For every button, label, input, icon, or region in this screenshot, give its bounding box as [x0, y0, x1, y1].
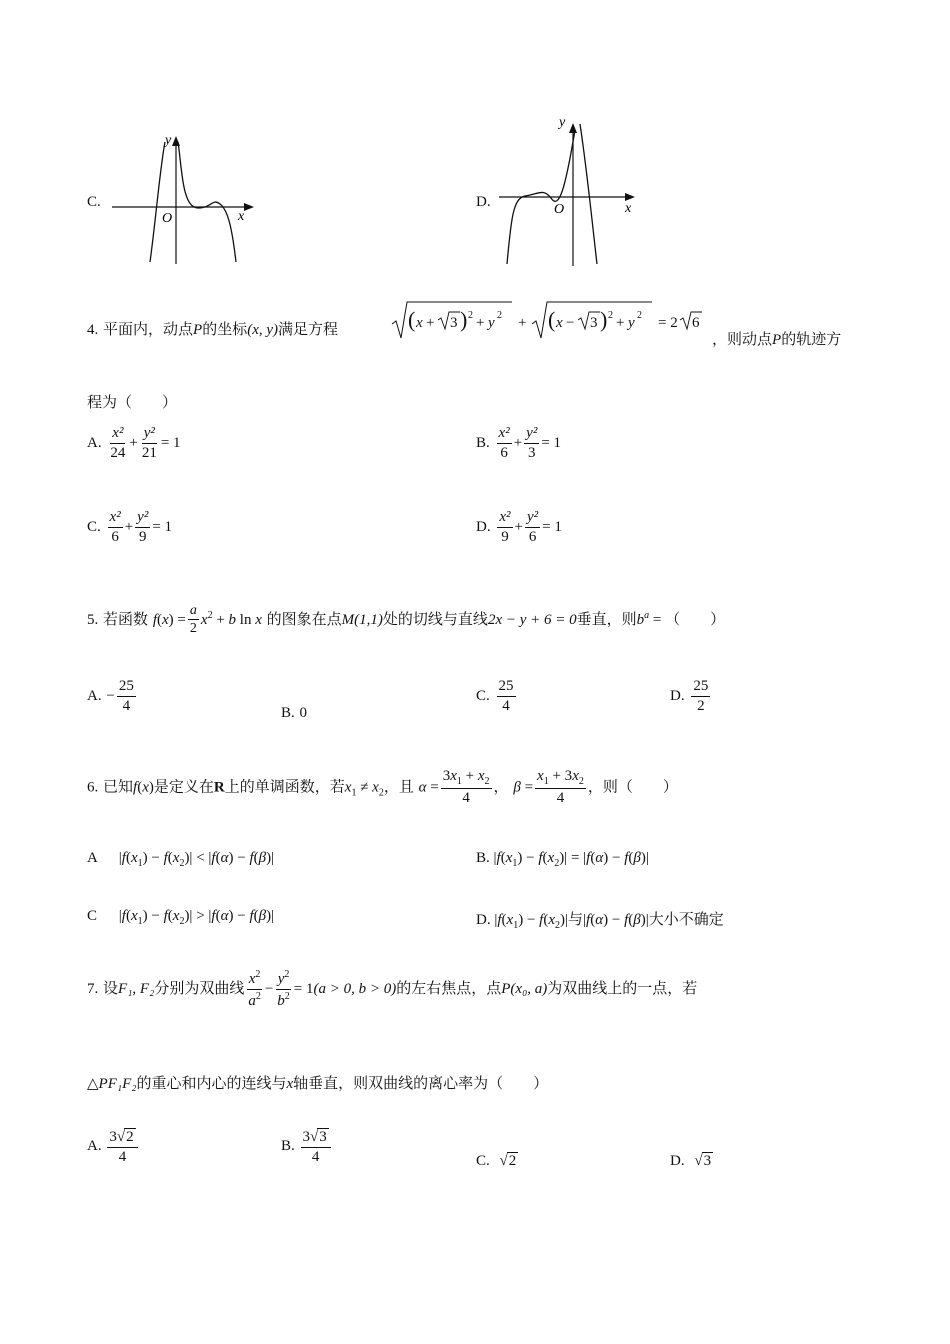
q4-text-a: 平面内，动点: [103, 320, 194, 338]
q6-text-b: 是定义在: [153, 777, 214, 796]
q4-text-e: 的轨迹方: [781, 330, 842, 348]
svg-text:+: +: [616, 315, 625, 331]
q5-function: f: [152, 611, 157, 628]
q6-set-r: R: [213, 779, 225, 796]
q4-option-a[interactable]: A. $\frac{\text{x²}}{24}$ + $\frac{\text{y²}}{21}$ = 1: [87, 425, 181, 461]
q7-option-a-label: A.: [87, 1137, 102, 1154]
q4-option-b-label: B.: [476, 435, 490, 451]
graph-c-right-branch: [178, 142, 236, 262]
q4-option-a-label: A.: [87, 435, 102, 451]
q6-number: 6.: [87, 779, 99, 796]
svg-text:3: 3: [590, 315, 598, 331]
graph-d-right-branch: [580, 124, 597, 264]
q4-stem-line1: [87, 318, 338, 339]
q5-line: 2x − y + 6 = 0: [487, 611, 577, 628]
q4-option-d-num1: x²: [497, 509, 512, 528]
svg-text:(: (: [548, 307, 556, 332]
q5-text-a: 若函数: [103, 609, 149, 628]
q7-var-x: x: [286, 1076, 294, 1092]
q6-option-b-rel: =: [570, 850, 580, 866]
graph-c-x-arrow: [244, 203, 254, 211]
q5-option-c-label: C.: [476, 688, 490, 704]
q6-text-e: ，: [493, 777, 509, 796]
q4-option-a-den1: 24: [110, 444, 126, 461]
q4-option-c-label: C.: [87, 519, 101, 535]
q7-foci: F₁, F₂: [118, 981, 155, 997]
q4-option-a-num1: x²: [110, 425, 125, 444]
q5-option-d-label: D.: [670, 688, 685, 704]
q7-option-d[interactable]: D. √3: [670, 1153, 712, 1169]
graph-d-label: D.: [476, 194, 491, 210]
q4-option-c-num2: y²: [135, 509, 150, 528]
svg-text:2: 2: [637, 310, 642, 321]
q6-option-d-rel: 与: [568, 910, 584, 928]
q6-option-b-label: B.: [476, 850, 490, 866]
graph-c-label: C.: [87, 194, 101, 210]
q7-stem-line1: 7. 设F₁, F₂分别为双曲线 $\frac{x^2}{a^2}$ − $\frac{y^2}{b^2}$ = 1(a > 0, b > 0)的左右焦点，点P(x₀, a)为双曲线上的一点，若: [87, 969, 698, 1009]
graph-d-x-label: x: [625, 201, 632, 216]
q4-option-c-den2: 9: [139, 528, 147, 545]
q4-option-b-den2: 3: [528, 444, 536, 461]
graph-d: [495, 110, 645, 270]
q7-stem-line2: [87, 1072, 548, 1093]
q6-option-d-tail: 大小不确定: [648, 910, 724, 928]
q6-stem: 6. 已知f(x)是定义在R上的单调函数，若$x_1 \ne x_2$，且 α = $\frac{3x_1 + x_2}{4}$ ， β = $\frac{x_1 + 3x_2}{4}$ ，则（ ）: [87, 768, 678, 806]
q5-point: M(1,1): [341, 611, 383, 628]
q4-option-a-num2: y²: [142, 425, 157, 444]
q4-text-f: 程为（ ）: [87, 393, 178, 411]
q7-text-e: 的重心和内心的连线与: [136, 1074, 287, 1092]
q7-number: 7.: [87, 981, 99, 997]
svg-text:−: −: [566, 315, 575, 331]
q7-option-b-label: B.: [281, 1137, 295, 1154]
q4-coord: (x, y): [247, 322, 279, 338]
q4-stem-line1-tail: [712, 328, 841, 349]
q6-text-a: 已知: [103, 777, 134, 796]
svg-text:6: 6: [692, 315, 700, 331]
svg-text:(: (: [408, 307, 416, 332]
svg-text:+: +: [476, 315, 485, 331]
q4-option-c-rhs: = 1: [152, 519, 173, 535]
q4-number: 4.: [87, 322, 99, 338]
q5-text-e: （ ）: [665, 609, 726, 628]
q6-option-c-label: C: [87, 908, 98, 924]
q5-option-b-label: B.: [281, 705, 295, 721]
q6-option-a-label: A: [87, 850, 98, 866]
q5-option-b-value: 0: [299, 705, 308, 721]
graph-d-origin: O: [554, 202, 565, 217]
svg-text:2: 2: [497, 310, 502, 321]
graph-c-left-branch: [150, 142, 165, 262]
svg-text:2: 2: [468, 310, 473, 321]
q5-option-a-label: A.: [87, 688, 102, 704]
svg-text:2: 2: [608, 310, 613, 321]
q5-number: 5.: [87, 611, 99, 628]
graph-c: [108, 128, 258, 268]
graph-c-y-label: y: [165, 133, 172, 148]
q4-equation: [390, 298, 710, 342]
q4-text-d: ，则动点: [712, 330, 773, 348]
q4-option-d-label: D.: [476, 519, 491, 535]
svg-text:x: x: [416, 315, 423, 331]
q7-point: P(x₀, a): [501, 981, 548, 997]
q6-option-d-label: D.: [476, 912, 491, 928]
graph-c-x-label: x: [238, 209, 245, 224]
q4-var-p: P: [193, 322, 203, 338]
q6-text-d: ，且: [383, 777, 414, 796]
q4-option-a-den2: 21: [141, 444, 157, 461]
svg-text:+: +: [518, 315, 527, 331]
q6-text-f: ，则（ ）: [587, 777, 678, 796]
q6-option-b[interactable]: B. $|f(x_1) - f(x_2)| = |f(\alpha) - f(\beta)|$: [476, 850, 649, 869]
q5-text-c: 处的切线与直线: [382, 609, 488, 628]
q4-option-d-den1: 9: [501, 528, 509, 545]
q6-option-a-rel: <: [196, 850, 205, 866]
q6-option-d[interactable]: D. $|f(x_1) - f(x_2)|$与|f(α) − f(β)|大小不确定: [476, 910, 724, 931]
q7-text-d: 为双曲线上的一点，若: [547, 979, 698, 997]
q4-option-b[interactable]: B. $\frac{\text{x²}}{6}$ + $\frac{\text{y²}}{3}$ = 1: [476, 425, 562, 461]
svg-text:): ): [600, 307, 608, 332]
svg-text:+: +: [426, 315, 435, 331]
q7-option-b[interactable]: B. $\frac{3√3}{4}$: [281, 1128, 333, 1165]
svg-text:x: x: [556, 315, 563, 331]
q4-option-d-den2: 6: [528, 528, 537, 545]
q7-option-d-label: D.: [670, 1153, 685, 1169]
q6-text-c: 上的单调函数，若: [224, 777, 345, 796]
q4-var-p2: P: [772, 332, 782, 348]
q5-option-b[interactable]: [281, 703, 307, 722]
q4-option-b-num2: y²: [524, 425, 539, 444]
q7-tri: △PF₁F₂: [87, 1076, 137, 1092]
svg-text:y: y: [628, 315, 635, 331]
q7-option-c[interactable]: C. √2: [476, 1153, 517, 1169]
q6-option-c[interactable]: C $|f(x_1) - f(x_2)| > |f(\alpha) - f(\beta)|$: [87, 908, 275, 927]
q5-option-d[interactable]: D. $\frac{25}{2}$: [670, 678, 709, 714]
q6-option-c-rel: >: [196, 908, 205, 924]
q7-text-b: 分别为双曲线: [154, 979, 245, 997]
q4-option-b-den1: 6: [500, 444, 508, 461]
q7-cond: (a > 0, b > 0): [313, 981, 397, 997]
q4-text-b: 的坐标: [202, 320, 248, 338]
q7-option-c-label: C.: [476, 1153, 490, 1169]
q5-option-a[interactable]: A. − $\frac{25}{4}$: [87, 678, 134, 714]
q7-text-a: 设: [103, 979, 119, 997]
q7-text-f: 轴垂直，则双曲线的离心率为（ ）: [293, 1074, 549, 1092]
q4-option-a-rhs: = 1: [160, 435, 181, 451]
q4-option-d-num2: y²: [525, 509, 540, 528]
q4-option-b-rhs: = 1: [541, 435, 562, 451]
q4-option-c[interactable]: C. $\frac{\text{x²}}{6}$ + $\frac{\text{y²}}{9}$ = 1: [87, 509, 173, 545]
q7-text-c: 的左右焦点，点: [396, 979, 502, 997]
q4-option-c-num1: x²: [108, 509, 123, 528]
graph-d-y-label: y: [559, 115, 566, 130]
graph-d-x-arrow: [625, 193, 635, 201]
graph-c-origin: O: [162, 211, 173, 226]
q7-option-a[interactable]: A. $\frac{3√2}{4}$: [87, 1128, 140, 1165]
q5-text-b: 的图象在点: [266, 609, 342, 628]
svg-text:y: y: [488, 315, 495, 331]
q4-option-c-den1: 6: [111, 528, 119, 545]
q6-option-a[interactable]: A $|f(x_1) - f(x_2)| < |f(\alpha) - f(\beta)|$: [87, 850, 275, 869]
q4-option-b-num1: x²: [497, 425, 512, 444]
svg-text:): ): [460, 307, 468, 332]
graph-d-y-arrow: [569, 123, 577, 133]
q4-text-c: 满足方程: [278, 320, 339, 338]
svg-text:= 2: = 2: [658, 315, 678, 331]
q5-stem: 5. 若函数 f(x) = $\frac{a}{2}$ $x^2 + b$ ln x 的图象在点M(1,1)处的切线与直线2x − y + 6 = 0垂直，则$b^a$ = （ ）: [87, 603, 726, 637]
q4-option-d-rhs: = 1: [542, 519, 562, 535]
q5-text-d: 垂直，则: [576, 609, 637, 628]
svg-text:3: 3: [450, 315, 458, 331]
q5-option-c[interactable]: C. $\frac{25}{4}$: [476, 678, 514, 714]
q4-option-d[interactable]: D. $\frac{\text{x²}}{9}$ + $\frac{\text{y²}}{6}$ = 1: [476, 509, 562, 545]
